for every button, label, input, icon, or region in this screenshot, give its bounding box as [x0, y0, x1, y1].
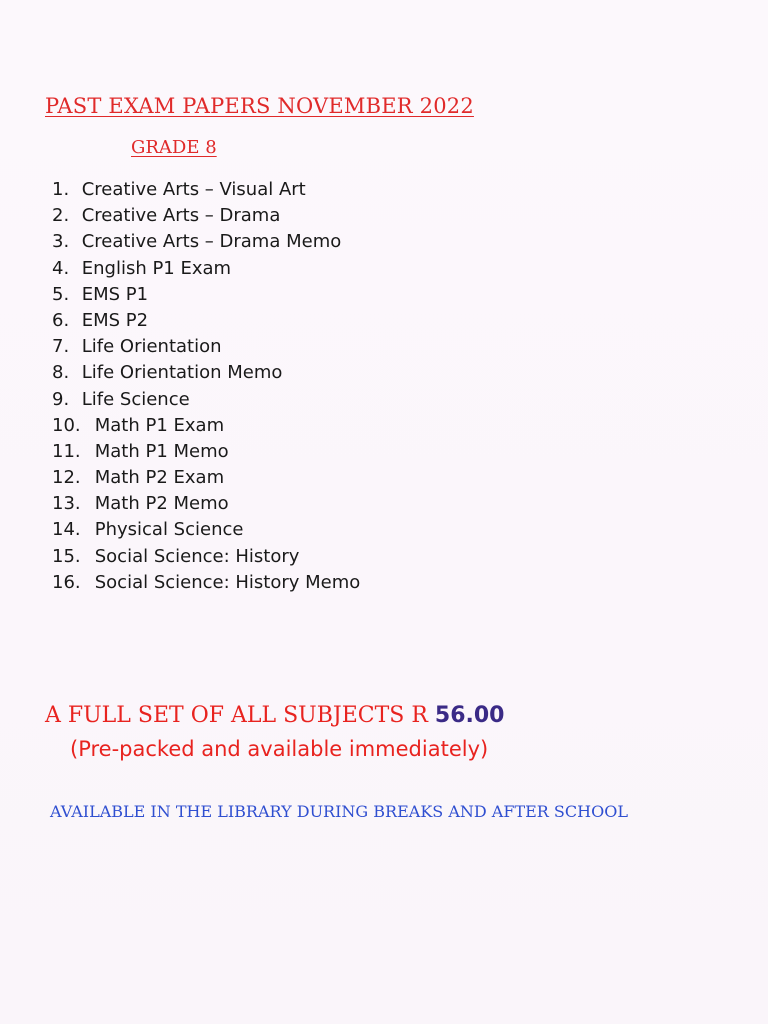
list-item: [52, 413, 360, 439]
list-item-number: 14.: [52, 519, 81, 541]
list-item-label: English P1 Exam: [81, 257, 232, 279]
list-item-label: Physical Science: [94, 519, 244, 541]
list-item: [52, 282, 360, 308]
list-item-label: Life Orientation: [81, 336, 222, 358]
list-item-number: 3.: [52, 231, 70, 253]
prepacked-note: (Pre-packed and available immediately): [70, 737, 489, 761]
list-item-number: 8.: [52, 362, 70, 384]
list-item-label: EMS P1: [81, 283, 149, 305]
list-item-number: 9.: [52, 388, 70, 410]
offer-text: A FULL SET OF ALL SUBJECTS: [45, 703, 412, 728]
list-item-label: Math P2 Memo: [94, 493, 229, 515]
list-item: [52, 203, 360, 229]
list-item-label: Life Science: [81, 388, 190, 410]
list-item-label: Math P2 Exam: [94, 467, 225, 489]
list-item: [52, 256, 360, 282]
list-item: [52, 439, 360, 465]
subject-list: [52, 177, 360, 596]
page-title: PAST EXAM PAPERS NOVEMBER 2022: [45, 94, 474, 118]
list-item-number: 12.: [52, 467, 81, 489]
list-item-number: 16.: [52, 571, 81, 593]
list-item-number: 2.: [52, 205, 70, 227]
list-item: [52, 229, 360, 255]
list-item-label: Creative Arts – Visual Art: [81, 179, 306, 200]
list-item-label: Creative Arts – Drama: [81, 205, 281, 227]
list-item: [52, 491, 360, 517]
list-item: [52, 308, 360, 334]
list-item: [52, 177, 360, 203]
list-item-number: 7.: [52, 336, 70, 358]
list-item-label: Life Orientation Memo: [81, 362, 283, 384]
list-item-label: Social Science: History: [94, 545, 300, 567]
list-item: [52, 334, 360, 360]
list-item: [52, 544, 360, 570]
list-item-number: 5.: [52, 283, 70, 305]
list-item: [52, 360, 360, 386]
list-item-number: 11.: [52, 440, 81, 462]
offer-currency: R: [411, 703, 428, 728]
list-item: [52, 517, 360, 543]
list-item-number: 13.: [52, 493, 81, 515]
list-item-number: 6.: [52, 309, 70, 331]
full-set-offer: [45, 703, 505, 728]
availability-note: AVAILABLE IN THE LIBRARY DURING BREAKS AND AFTER SCHOOL: [50, 802, 628, 821]
offer-price: 56.00: [434, 703, 505, 728]
list-item: [52, 570, 360, 596]
list-item-label: Math P1 Exam: [94, 414, 225, 436]
list-item: [52, 387, 360, 413]
list-item-label: Social Science: History Memo: [94, 571, 361, 593]
list-item: [52, 465, 360, 491]
list-item-number: 10.: [52, 414, 81, 436]
list-item-number: 15.: [52, 545, 81, 567]
list-item-number: 4.: [52, 257, 70, 279]
list-item-label: Creative Arts – Drama Memo: [81, 231, 342, 253]
list-item-label: Math P1 Memo: [94, 440, 229, 462]
grade-heading: GRADE 8: [131, 137, 217, 158]
list-item-number: 1.: [52, 179, 70, 200]
list-item-label: EMS P2: [81, 309, 149, 331]
